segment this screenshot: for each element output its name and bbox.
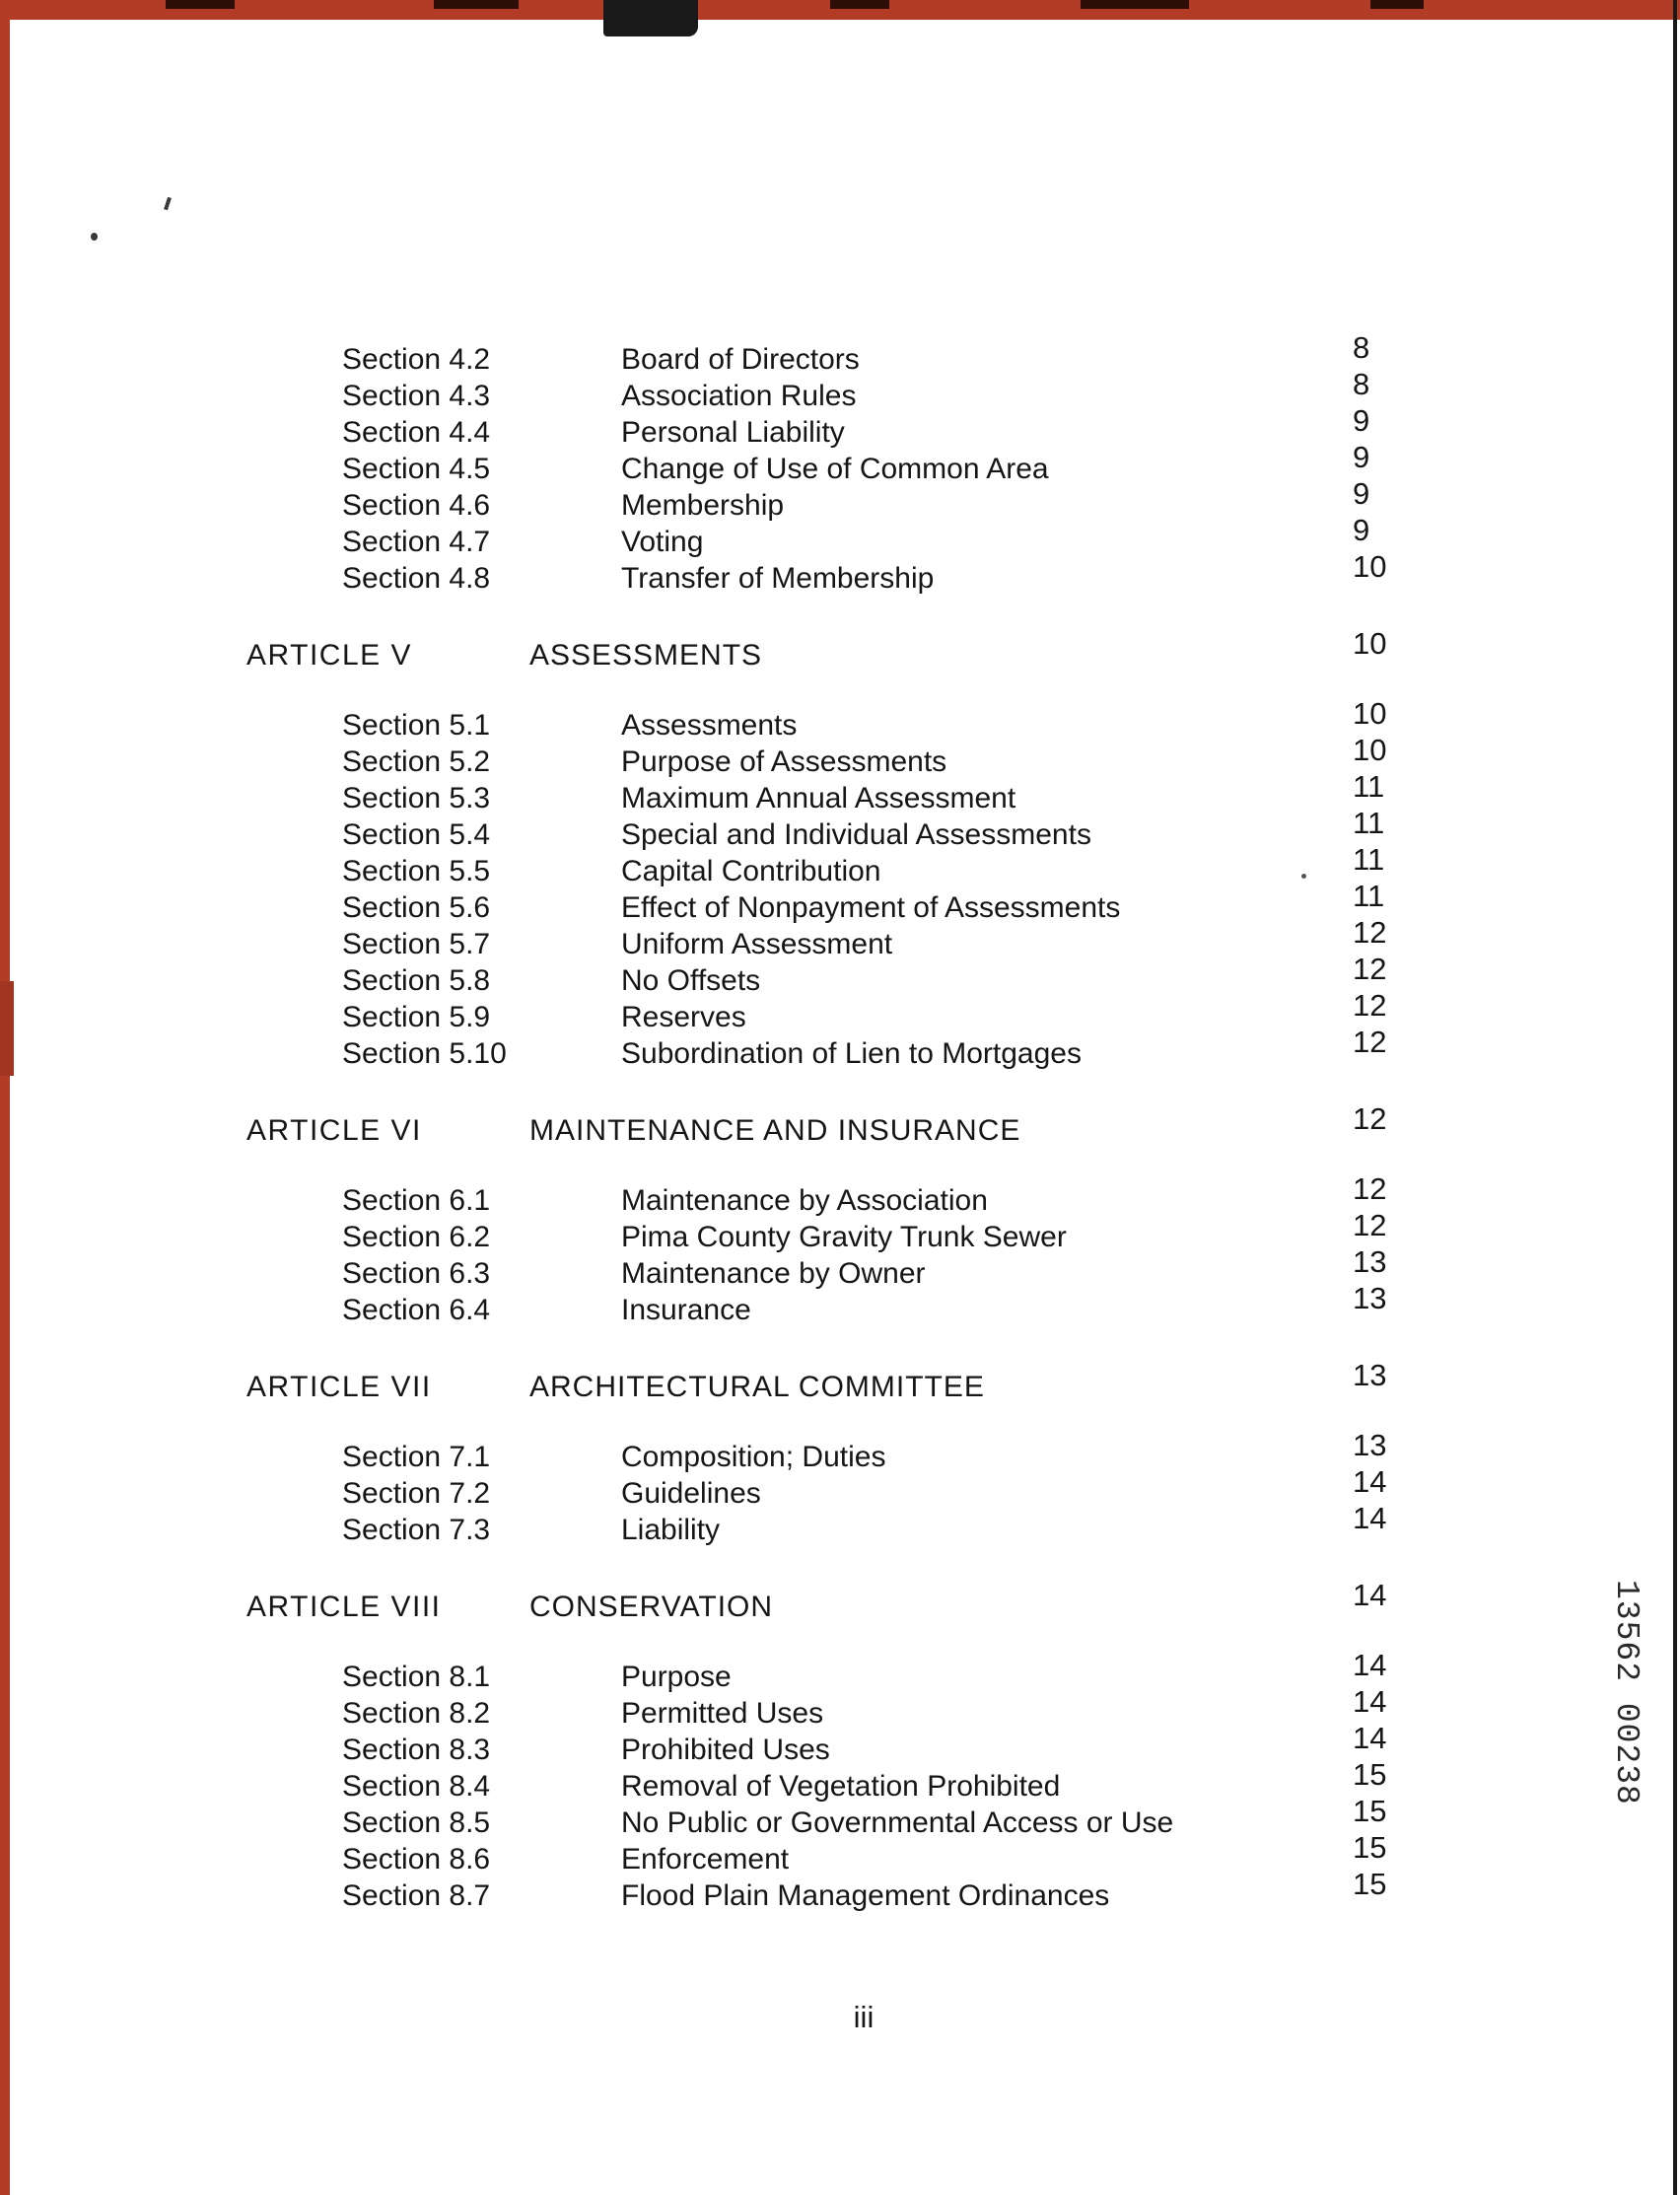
toc-section-row	[0, 1428, 1680, 1475]
toc-entry-label: Section 8.4	[342, 1770, 491, 1803]
toc-entry-title: Subordination of Lien to Mortgages	[621, 1037, 1082, 1070]
toc-entry-label: Section 4.2	[342, 343, 491, 376]
toc-section-row	[0, 733, 1680, 780]
toc-entry-label: Section 5.1	[342, 709, 491, 742]
toc-entry-label: ARTICLE VI	[246, 1114, 422, 1147]
toc-entry-label: Section 6.1	[342, 1184, 491, 1217]
toc-entry-title: Capital Contribution	[621, 855, 881, 887]
toc-section-row	[0, 440, 1680, 487]
toc-entry-title: No Public or Governmental Access or Use	[621, 1806, 1174, 1839]
toc-entry-label: Section 4.7	[342, 526, 491, 558]
toc-entry-title: Effect of Nonpayment of Assessments	[621, 891, 1121, 924]
toc-section-row	[0, 367, 1680, 414]
toc-article-row	[0, 626, 1680, 673]
toc-entry-page: 15	[1353, 1830, 1387, 1865]
toc-entry-label: Section 5.7	[342, 928, 491, 960]
page-number: iii	[853, 2000, 875, 2034]
toc-entry-title: Special and Individual Assessments	[621, 818, 1091, 851]
toc-section-row	[0, 549, 1680, 597]
toc-entry-page: 14	[1353, 1684, 1387, 1719]
toc-entry-title: Composition; Duties	[621, 1441, 886, 1473]
toc-entry-page: 10	[1353, 733, 1387, 767]
toc-entry-title: Flood Plain Management Ordinances	[621, 1879, 1110, 1912]
toc-section-row	[0, 1501, 1680, 1548]
toc-entry-label: Section 8.2	[342, 1697, 491, 1730]
toc-entry-label: Section 4.6	[342, 489, 491, 522]
toc-entry-label: Section 8.3	[342, 1734, 491, 1766]
toc-entry-title: Guidelines	[621, 1477, 761, 1510]
toc-entry-label: Section 7.2	[342, 1477, 491, 1510]
toc-entry-page: 12	[1353, 1171, 1387, 1206]
toc-entry-label: Section 4.8	[342, 562, 491, 595]
toc-entry-title: MAINTENANCE AND INSURANCE	[529, 1114, 1021, 1147]
toc-entry-page: 8	[1353, 367, 1370, 401]
toc-entry-label: Section 4.3	[342, 380, 491, 412]
toc-section-row	[0, 1464, 1680, 1512]
toc-section-row	[0, 1281, 1680, 1328]
toc-entry-title: Assessments	[621, 709, 798, 742]
toc-entry-title: Maximum Annual Assessment	[621, 782, 1016, 814]
toc-entry-title: Maintenance by Owner	[621, 1257, 926, 1290]
toc-entry-page: 13	[1353, 1428, 1387, 1462]
scan-edge-top-dash	[1081, 0, 1189, 9]
toc-entry-title: ASSESSMENTS	[529, 639, 763, 672]
toc-entry-page: 14	[1353, 1578, 1387, 1612]
toc-entry-title: Association Rules	[621, 380, 857, 412]
toc-section-row	[0, 330, 1680, 378]
toc-entry-page: 15	[1353, 1867, 1387, 1901]
toc-entry-label: ARTICLE VIII	[246, 1591, 442, 1623]
toc-entry-label: Section 5.9	[342, 1001, 491, 1033]
toc-entry-page: 14	[1353, 1501, 1387, 1535]
toc-section-row	[0, 1208, 1680, 1255]
toc-section-row	[0, 403, 1680, 451]
toc-entry-page: 10	[1353, 549, 1387, 584]
toc-entry-title: Change of Use of Common Area	[621, 453, 1049, 485]
toc-entry-page: 14	[1353, 1721, 1387, 1755]
toc-section-row	[0, 1648, 1680, 1695]
scan-speck	[91, 233, 98, 241]
toc-section-row	[0, 1025, 1680, 1072]
toc-entry-page: 12	[1353, 915, 1387, 950]
toc-section-row	[0, 769, 1680, 816]
toc-section-row	[0, 1171, 1680, 1219]
toc-section-row	[0, 1867, 1680, 1914]
toc-entry-label: Section 6.2	[342, 1221, 491, 1253]
toc-section-row	[0, 1684, 1680, 1732]
scan-edge-top-dash	[1370, 0, 1424, 9]
toc-entry-label: Section 6.3	[342, 1257, 491, 1290]
toc-entry-title: CONSERVATION	[529, 1591, 774, 1623]
toc-entry-label: Section 8.7	[342, 1879, 491, 1912]
toc-section-row	[0, 915, 1680, 962]
toc-entry-label: Section 5.3	[342, 782, 491, 814]
toc-entry-title: Uniform Assessment	[621, 928, 893, 960]
toc-entry-label: Section 5.10	[342, 1037, 507, 1070]
toc-entry-title: ARCHITECTURAL COMMITTEE	[529, 1371, 985, 1403]
toc-entry-page: 9	[1353, 476, 1370, 511]
toc-entry-title: Pima County Gravity Trunk Sewer	[621, 1221, 1067, 1253]
toc-entry-page: 14	[1353, 1464, 1387, 1499]
toc-entry-page: 12	[1353, 1101, 1387, 1136]
toc-article-row	[0, 1101, 1680, 1149]
toc-section-row	[0, 476, 1680, 524]
toc-entry-title: Removal of Vegetation Prohibited	[621, 1770, 1061, 1803]
toc-entry-label: Section 4.4	[342, 416, 491, 449]
toc-entry-title: Membership	[621, 489, 785, 522]
toc-entry-page: 11	[1353, 842, 1385, 877]
toc-entry-page: 9	[1353, 403, 1370, 438]
toc-entry-page: 11	[1353, 806, 1385, 840]
scan-edge-top-dash	[830, 0, 889, 9]
toc-section-row	[0, 1721, 1680, 1768]
scan-edge-top-dash	[166, 0, 235, 9]
toc-article-row	[0, 1578, 1680, 1625]
toc-entry-title: Maintenance by Association	[621, 1184, 988, 1217]
toc-entry-page: 11	[1353, 769, 1385, 804]
toc-rows	[0, 330, 1680, 1914]
toc-entry-page: 9	[1353, 513, 1370, 547]
toc-entry-label: Section 4.5	[342, 453, 491, 485]
toc-entry-label: Section 8.1	[342, 1661, 491, 1693]
toc-section-row	[0, 1757, 1680, 1805]
toc-section-row	[0, 842, 1680, 889]
toc-entry-page: 8	[1353, 330, 1370, 365]
toc-entry-title: Transfer of Membership	[621, 562, 935, 595]
toc-section-row	[0, 952, 1680, 999]
toc-entry-page: 14	[1353, 1648, 1387, 1682]
toc-article-row	[0, 1358, 1680, 1405]
toc-entry-title: Reserves	[621, 1001, 746, 1033]
toc-entry-label: Section 6.4	[342, 1294, 491, 1326]
toc-entry-label: Section 8.5	[342, 1806, 491, 1839]
toc-entry-page: 15	[1353, 1757, 1387, 1792]
toc-entry-label: Section 5.2	[342, 745, 491, 778]
toc-section-row	[0, 513, 1680, 560]
toc-entry-title: Permitted Uses	[621, 1697, 824, 1730]
table-of-contents	[0, 330, 1680, 1914]
toc-entry-label: Section 5.4	[342, 818, 491, 851]
toc-entry-label: Section 8.6	[342, 1843, 491, 1876]
toc-entry-label: Section 7.1	[342, 1441, 491, 1473]
toc-entry-title: Liability	[621, 1514, 721, 1546]
toc-entry-title: Personal Liability	[621, 416, 845, 449]
toc-entry-page: 12	[1353, 952, 1387, 986]
toc-entry-page: 9	[1353, 440, 1370, 474]
toc-entry-page: 13	[1353, 1281, 1387, 1315]
toc-entry-page: 12	[1353, 988, 1387, 1023]
toc-section-row	[0, 696, 1680, 743]
toc-section-row	[0, 879, 1680, 926]
toc-entry-page: 15	[1353, 1794, 1387, 1828]
toc-entry-page: 13	[1353, 1358, 1387, 1392]
toc-entry-page: 10	[1353, 626, 1387, 661]
toc-entry-label: Section 5.8	[342, 964, 491, 997]
toc-entry-title: Purpose	[621, 1661, 732, 1693]
toc-section-row	[0, 1244, 1680, 1292]
scan-edge-top-dash	[434, 0, 519, 9]
toc-entry-title: Enforcement	[621, 1843, 790, 1876]
toc-entry-page: 12	[1353, 1208, 1387, 1242]
toc-entry-label: ARTICLE VII	[246, 1371, 432, 1403]
toc-entry-label: ARTICLE V	[246, 639, 412, 672]
toc-entry-page: 10	[1353, 696, 1387, 731]
toc-entry-label: Section 5.6	[342, 891, 491, 924]
toc-entry-page: 12	[1353, 1025, 1387, 1059]
toc-entry-title: No Offsets	[621, 964, 761, 997]
toc-entry-page: 11	[1353, 879, 1385, 913]
toc-entry-title: Board of Directors	[621, 343, 860, 376]
toc-entry-title: Prohibited Uses	[621, 1734, 830, 1766]
toc-section-row	[0, 806, 1680, 853]
toc-entry-label: Section 5.5	[342, 855, 491, 887]
toc-entry-title: Insurance	[621, 1294, 751, 1326]
toc-section-row	[0, 1794, 1680, 1841]
recorder-stamp: 13562 00238	[1608, 1580, 1645, 1806]
scan-artifact-blob	[603, 0, 698, 36]
scan-speck	[164, 197, 172, 211]
toc-section-row	[0, 1830, 1680, 1877]
toc-entry-title: Voting	[621, 526, 704, 558]
toc-entry-label: Section 7.3	[342, 1514, 491, 1546]
toc-entry-page: 13	[1353, 1244, 1387, 1279]
toc-section-row	[0, 988, 1680, 1035]
toc-entry-title: Purpose of Assessments	[621, 745, 947, 778]
